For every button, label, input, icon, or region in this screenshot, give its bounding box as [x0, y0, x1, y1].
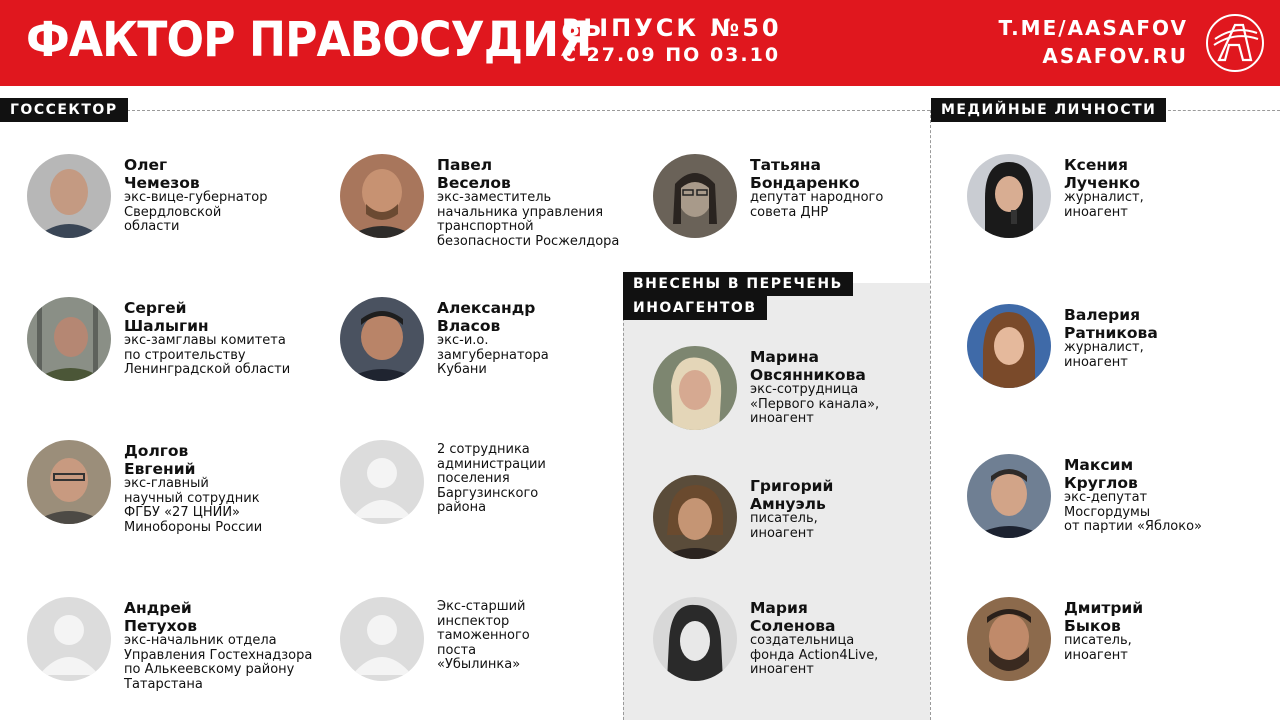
person-role: писатель, иноагент: [750, 511, 818, 541]
person-card: [653, 346, 943, 446]
person-photo: [27, 440, 111, 524]
person-role: экс-и.о. замгубернатора Кубани: [437, 333, 549, 378]
person-name: Долгов Евгений: [124, 442, 196, 478]
person-role: депутат народного совета ДНР: [750, 190, 884, 220]
section-label-gossector: ГОССЕКТОР: [0, 98, 128, 122]
person-name: Ксения Лученко: [1064, 156, 1141, 192]
telegram-link[interactable]: T.ME/AASAFOV: [998, 16, 1188, 40]
person-card: [340, 597, 630, 697]
person-name: Валерия Ратникова: [1064, 306, 1158, 342]
person-card: [27, 154, 317, 254]
person-card: [27, 597, 317, 697]
person-card: [967, 454, 1257, 554]
section-label-media: МЕДИЙНЫЕ ЛИЧНОСТИ: [931, 98, 1166, 122]
person-photo: [653, 154, 737, 238]
person-card: [653, 154, 943, 254]
person-role: экс-вице-губернатор Свердловской области: [124, 190, 268, 235]
media-divider: [1163, 110, 1280, 111]
person-photo: [340, 154, 424, 238]
person-role: журналист, иноагент: [1064, 190, 1144, 220]
person-photo: [27, 154, 111, 238]
person-name: Александр Власов: [437, 299, 536, 335]
person-card: [967, 304, 1257, 404]
person-role: экс-заместитель начальника управления транспортной безопасности Росжелдора: [437, 190, 620, 249]
person-name: Олег Чемезов: [124, 156, 200, 192]
person-card: [27, 297, 317, 397]
person-photo: [653, 597, 737, 681]
person-card: [340, 154, 630, 254]
person-role: экс-главный научный сотрудник ФГБУ «27 ЦНИИ» Минобороны России: [124, 476, 263, 535]
page-title: ФАКТОР ПРАВОСУДИЯ: [26, 12, 592, 68]
person-photo: [967, 154, 1051, 238]
person-role: журналист, иноагент: [1064, 340, 1144, 370]
person-role: писатель, иноагент: [1064, 633, 1132, 663]
header-banner: [0, 0, 1280, 86]
site-link[interactable]: ASAFOV.RU: [1042, 44, 1188, 68]
person-card: [967, 597, 1257, 697]
issue-dates: С 27.09 ПО 03.10: [562, 44, 781, 66]
person-photo: [967, 454, 1051, 538]
person-name: Максим Круглов: [1064, 456, 1138, 492]
person-card: [27, 440, 317, 540]
person-photo: [653, 475, 737, 559]
person-card: [340, 297, 630, 397]
person-placeholder-icon: [340, 597, 424, 681]
person-photo: [27, 297, 111, 381]
person-card: [967, 154, 1257, 254]
person-photo: [340, 297, 424, 381]
person-card: [653, 597, 943, 697]
person-role: создательница фонда Action4Live, иноагент: [750, 633, 879, 678]
section-label-inoagents-2: ИНОАГЕНТОВ: [623, 296, 767, 320]
person-name: Мария Соленова: [750, 599, 836, 635]
person-card: [340, 440, 630, 540]
person-role: экс-депутат Мосгордумы от партии «Яблоко»: [1064, 490, 1203, 535]
person-photo: [967, 304, 1051, 388]
person-photo: [653, 346, 737, 430]
letter-a-logo-icon: [1205, 13, 1265, 73]
person-name: Павел Веселов: [437, 156, 511, 192]
person-name: Андрей Петухов: [124, 599, 198, 635]
person-role: 2 сотрудника администрации поселения Баргузинского района: [437, 442, 546, 516]
section-label-inoagents-1: ВНЕСЕНЫ В ПЕРЕЧЕНЬ: [623, 272, 853, 296]
person-role: экс-замглавы комитета по строительству Ленинградской области: [124, 333, 291, 378]
issue-number: ВЫПУСК №50: [562, 14, 782, 42]
person-name: Григорий Амнуэль: [750, 477, 834, 513]
person-role: экс-начальник отдела Управления Гостехнадзора по Алькеевскому району Татарстана: [124, 633, 313, 692]
gossector-divider: [122, 110, 930, 111]
person-name: Сергей Шалыгин: [124, 299, 209, 335]
person-name: Дмитрий Быков: [1064, 599, 1144, 635]
person-role: Экс-старший инспектор таможенного поста «Убылинка»: [437, 599, 530, 673]
person-card: [653, 475, 943, 575]
person-placeholder-icon: [340, 440, 424, 524]
person-placeholder-icon: [27, 597, 111, 681]
person-name: Марина Овсянникова: [750, 348, 866, 384]
person-photo: [967, 597, 1051, 681]
person-role: экс-сотрудница «Первого канала», иноагент: [750, 382, 880, 427]
person-name: Татьяна Бондаренко: [750, 156, 860, 192]
